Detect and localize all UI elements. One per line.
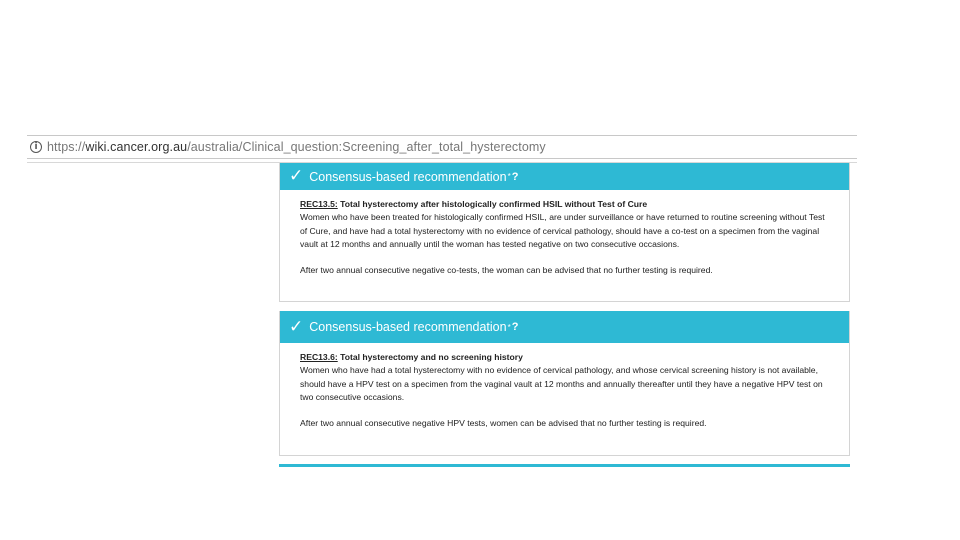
url-text[interactable] <box>47 140 546 154</box>
help-icon[interactable]: ? <box>511 170 519 183</box>
recommendation-title: Total hysterectomy after histologically confirmed HSIL without Test of Cure <box>340 199 648 209</box>
recommendation-text: Women who have been treated for histologically confirmed HSIL, are under surveillance or have returned to routine screening without Test of Cure, and have had a total hysterectomy with no evidence of cervical pathology, should have a co-test on a specimen from the vaginal vault at 12 months and annually until the woman has tested negative on two consecutive occasions. <box>300 212 825 249</box>
url-path: /australia/Clinical_question:Screening_after_total_hysterectomy <box>187 140 546 154</box>
recommendation-header-label: Consensus-based recommendation <box>309 320 507 334</box>
recommendation-header-label: Consensus-based recommendation <box>309 169 507 184</box>
recommendation-note: After two annual consecutive negative co-tests, the woman can be advised that no further testing is required. <box>300 265 713 276</box>
url-scheme: https:// <box>47 140 86 154</box>
header-asterisk: * <box>507 172 511 181</box>
section-divider <box>279 464 850 467</box>
recommendation-card <box>279 163 850 302</box>
recommendation-title-line <box>300 198 829 211</box>
recommendation-id-link[interactable]: REC13.5: <box>300 199 338 209</box>
header-asterisk: * <box>507 322 511 332</box>
recommendation-id-link[interactable]: REC13.6: <box>300 352 338 362</box>
recommendation-text: Women who have had a total hysterectomy with no evidence of cervical pathology, and whose cervical screening history is not available, should have a HPV test on a specimen from the vaginal vault at 12 months and annually thereafter until they have a negative HPV test on two consecutive occasions. <box>300 365 823 402</box>
recommendation-body <box>280 190 849 277</box>
checkmark-icon: ✓ <box>289 316 304 337</box>
address-bar[interactable] <box>27 135 857 159</box>
recommendation-header <box>280 311 849 343</box>
recommendation-body <box>280 343 849 430</box>
recommendation-note: After two annual consecutive negative HPV tests, women can be advised that no further testing is required. <box>300 418 707 429</box>
help-icon[interactable]: ? <box>511 321 519 333</box>
recommendation-title: Total hysterectomy and no screening history <box>340 352 523 362</box>
recommendation-card <box>279 311 850 456</box>
info-circle-icon[interactable]: i <box>30 141 42 153</box>
recommendation-header <box>280 163 849 190</box>
url-host: wiki.cancer.org.au <box>85 140 188 154</box>
checkmark-icon: ✓ <box>289 166 304 186</box>
recommendation-title-line <box>300 351 829 364</box>
